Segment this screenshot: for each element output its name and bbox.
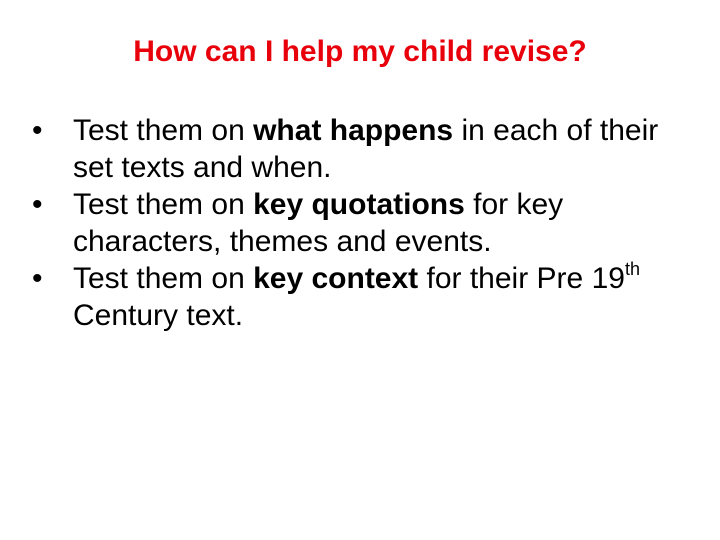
bullet-icon: • [32,188,43,221]
bullet-text-pre: Test them on [73,188,254,221]
bullet-text-post-2: Century text. [73,299,244,332]
bullet-item-what-happens [32,112,682,186]
bullet-item-key-context [32,260,682,334]
bullet-text-pre: Test them on [73,262,254,295]
bullet-text-post: for key characters, themes and events. [73,188,564,258]
slide-title: How can I help my child revise? [133,35,587,68]
bullet-text-bold: key quotations [253,188,465,221]
bullet-icon: • [32,114,43,147]
bullet-text-pre: Test them on [73,114,254,147]
bullet-text-bold: key context [253,262,419,295]
bullet-icon: • [32,262,43,295]
bullet-text-superscript: th [624,259,640,279]
bullet-text-post: in each of their set texts and when. [73,114,659,184]
bullet-item-key-quotations [32,186,682,260]
bullet-text-post: for their Pre 19 [418,262,625,295]
bullet-list [32,112,682,334]
bullet-text-bold: what happens [253,114,454,147]
